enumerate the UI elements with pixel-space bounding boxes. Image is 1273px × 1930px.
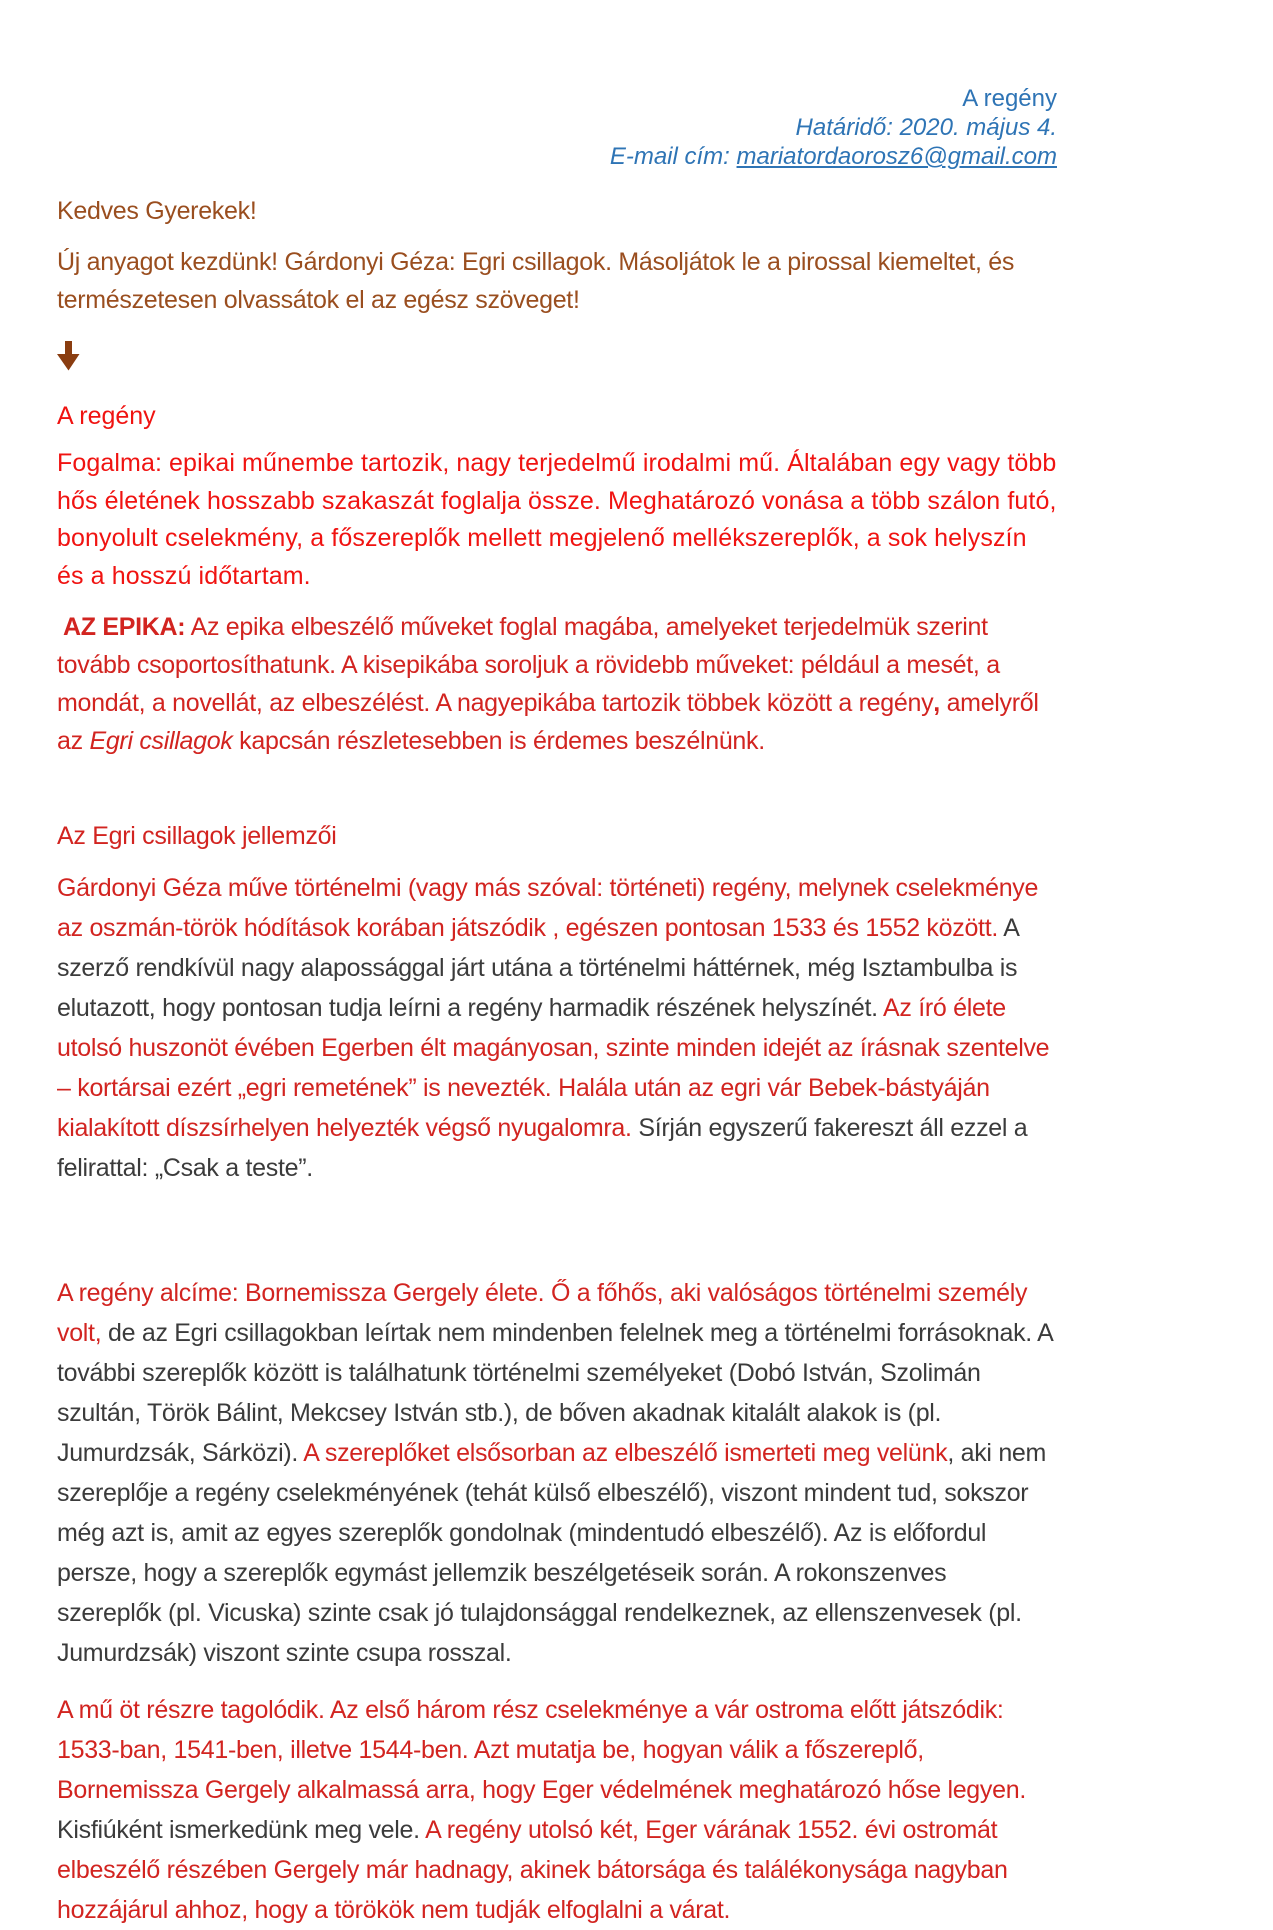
text-segment: de az Egri csillagokban leírtak nem mindenben felelnek meg a történelmi forrásoknak. A további szereplők között is találhatunk történelmi személyeket (Dobó István, Szolimán szultán, Török Bálint, Mekcsey István stb.), de bőven akadnak kitalált alakok is (pl. Jumurdzsák, Sárközi). (57, 1319, 1053, 1467)
text-segment: amelyről az (57, 689, 1039, 755)
structure-paragraph (57, 1690, 1057, 1930)
text-segment: , aki nem szereplője a regény cselekményének (tehát külső elbeszélő), viszont mindent tud, sokszor még azt is, amit az egyes szereplők gondolnak (mindentudó elbeszélő). Az is előfordul persze, hogy a szereplők egymást jellemzik beszélgetéseik során. A rokonszenves szereplők (pl. Vicuska) szinte csak jó tulajdonsággal rendelkeznek, az ellenszenvesek (pl. Jumurdzsák) viszont szinte csupa rosszal. (57, 1439, 1047, 1667)
text-segment: Az epika elbeszélő műveket foglal magába, amelyeket terjedelmük szerint tovább csoportosíthatunk. A kisepikába soroljuk a rövidebb műveket: például a mesét, a mondát, a novellát, az elbeszélést. A nagyepikába tartozik többek között a regény (57, 613, 1000, 717)
intro-paragraph: Új anyagot kezdünk! Gárdonyi Géza: Egri csillagok. Másoljátok le a pirossal kiemeltet, és természetesen olvassátok el az egész szöveget! (57, 248, 1015, 314)
text-segment: Kisfiúként ismerkedünk meg vele. (57, 1816, 426, 1844)
text-segment: Sírján egyszerű fakereszt áll ezzel a felirattal: „Csak a teste”. (57, 1114, 1028, 1182)
text-segment: A mű öt részre tagolódik. Az első három rész cselekménye a vár ostroma előtt játszódik: 1533-ban, 1541-ben, illetve 1544-ben. Azt mutatja be, hogyan válik a főszereplő, Bornemissza Gergely alkalmassá arra, hogy Eger védelmének meghatározó hőse legyen. (57, 1696, 1026, 1804)
header-email-label: E-mail cím: (609, 143, 737, 170)
greeting-text: Kedves Gyerekek! (57, 197, 257, 225)
section-heading-features: Az Egri csillagok jellemzői (57, 822, 337, 850)
text-segment: kapcsán részletesebben is érdemes beszélnünk. (232, 727, 765, 755)
novel-definition-paragraph: Fogalma: epikai műnembe tartozik, nagy terjedelmű irodalmi mű. Általában egy vagy több hős életének hosszabb szakaszát foglalja össze. Meghatározó vonása a több szálon futó, bonyolult cselekmény, a főszereplők mellett megjelenő mellékszereplők, a sok helyszín és a hosszú időtartam. (57, 449, 1057, 590)
subtitle-paragraph (57, 1273, 1057, 1673)
text-segment: A regény alcíme: Bornemissza Gergely élete. Ő a főhős, aki valóságos történelmi személy volt, (57, 1279, 1028, 1347)
features-paragraph (57, 868, 1057, 1188)
text-segment: Az író élete utolsó huszonöt évében Egerben élt magányosan, szinte minden idejét az írásnak szentelve – kortársai ezért „egri remetének” is nevezték. Halála után az egri vár Bebek-bástyáján kialakított díszsírhelyen helyezték végső nyugalomra. (57, 994, 1050, 1142)
document-header (57, 84, 1057, 171)
section-heading-novel: A regény (57, 402, 156, 430)
epic-paragraph (57, 608, 1057, 760)
header-course-title: A regény (962, 85, 1057, 112)
text-segment: Egri csillagok (89, 727, 233, 755)
email-link[interactable]: mariatordaorosz6@gmail.com (736, 143, 1057, 170)
text-segment: A regény utolsó két, Eger várának 1552. évi ostromát elbeszélő részében Gergely már hadnagy, akinek bátorsága és találékonysága nagyban hozzájárul ahhoz, hogy a törökök nem tudják elfoglalni a várat. (57, 1816, 1008, 1924)
header-email-line (57, 142, 1057, 171)
text-segment: Gárdonyi Géza műve történelmi (vagy más szóval: történeti) regény, melynek cselekménye az oszmán-török hódítások korában játszódik , egészen pontosan 1533 és 1552 között. (57, 874, 1039, 942)
text-segment: AZ EPIKA: (63, 613, 186, 641)
down-arrow-icon (57, 341, 1057, 373)
text-segment: , (933, 689, 940, 717)
text-segment: A szerző rendkívül nagy alapossággal járt utána a történelmi háttérnek, még Isztambulba is elutazott, hogy pontosan tudja leírni a regény harmadik részének helyszínét. (57, 914, 1019, 1022)
text-segment: A szereplőket elsősorban az elbeszélő ismerteti meg velünk (303, 1439, 948, 1467)
header-deadline: Határidő: 2020. május 4. (795, 114, 1057, 141)
